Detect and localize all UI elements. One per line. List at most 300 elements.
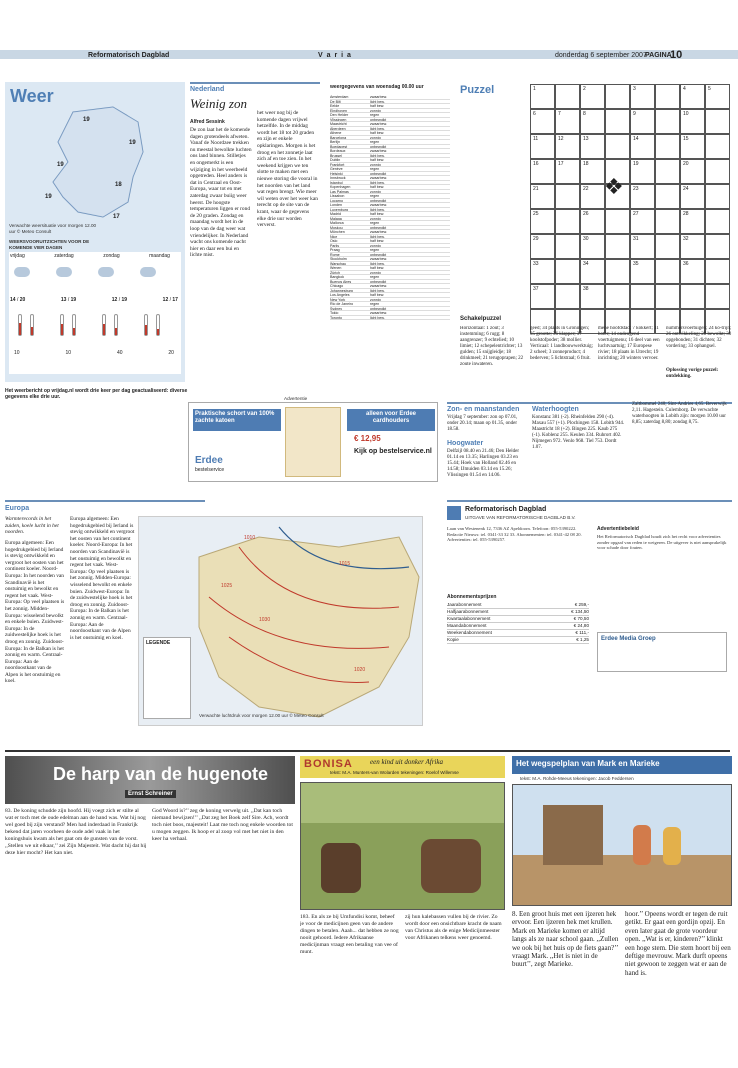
city-name: Athene — [330, 131, 342, 135]
city-name: Zürich — [330, 270, 340, 275]
outlook-title: WEERSVOORUITZICHTEN VOOR DE KOMENDE VIER DAGEN — [9, 239, 90, 250]
city-cond: zonnig — [370, 297, 381, 302]
cell-number: 29 — [533, 236, 539, 242]
day-label: zaterdag — [54, 253, 74, 259]
ad-brand: Erdee — [195, 455, 223, 466]
puzzle-cell[interactable] — [555, 209, 580, 234]
puzzle-cell[interactable] — [655, 109, 680, 134]
city-name: Rome — [330, 252, 340, 257]
isobar-label: 1030 — [259, 617, 271, 623]
city-cond: half bew. — [370, 185, 385, 189]
ad-line3: Kijk op bestelservice.nl — [354, 448, 432, 455]
city-cond: licht bew. — [370, 180, 385, 185]
ad-price: € 12,95 — [354, 434, 381, 443]
city-name: Maastricht — [330, 122, 347, 126]
thermometer-icon — [102, 314, 106, 336]
puzzle-title: Puzzel — [460, 84, 495, 96]
city-cond: half bew. — [370, 131, 385, 135]
min-temp: 14 — [10, 297, 16, 303]
rain-value: 40 — [116, 350, 123, 356]
puzzle-cell[interactable] — [655, 184, 680, 209]
bonisa-figure — [321, 843, 361, 893]
puzzle-cell[interactable] — [530, 159, 555, 184]
puzzle-cell[interactable] — [655, 284, 680, 309]
cell-number: 17 — [558, 161, 564, 167]
min-temp: 12 — [111, 297, 118, 303]
rd-table-row — [447, 630, 589, 637]
city-cond: licht bew. — [370, 153, 385, 158]
wegspel-child-mark — [633, 825, 651, 865]
puzzle-cell[interactable] — [555, 259, 580, 284]
legend-box — [143, 637, 191, 719]
outlook-days — [10, 253, 170, 259]
cell-number: 5 — [708, 86, 711, 92]
city-name: Rio de Janeiro — [330, 302, 354, 306]
puzzle-name: Schakelpuzzel — [460, 316, 502, 322]
europa-intro: Warmterecords in het zuiden, koele lucht in het noorden. — [5, 516, 59, 536]
puzzle-center-icon: ❖ — [604, 174, 624, 199]
city-cond: zonnig — [370, 189, 381, 194]
temps-table — [330, 95, 450, 320]
puzzle-cell[interactable] — [605, 84, 630, 109]
puzzle-cell[interactable] — [630, 259, 655, 284]
thermometer-icon — [114, 314, 118, 336]
cell-number: 23 — [633, 186, 639, 192]
rd-table-title: Abonnementsprijzen — [447, 594, 497, 600]
cell-number: 19 — [633, 161, 639, 167]
apron-image — [285, 407, 341, 477]
city-name: Berlijn — [330, 140, 340, 144]
header-page-number: 10 — [670, 49, 683, 61]
max-temp: 17 — [172, 297, 178, 303]
day-label: maandag — [149, 253, 170, 259]
puzzle-cell[interactable] — [530, 84, 555, 109]
city-name: Oslo — [330, 239, 338, 243]
city-cond: licht bew. — [370, 261, 385, 266]
city-name: Bangkok — [330, 275, 344, 279]
cell-number: 27 — [633, 211, 639, 217]
puzzle-cell[interactable] — [530, 259, 555, 284]
europa-text: Europa algemeen: Een hogedrukgebied bij Ierland is stevig ontwikkeld en vergroot het oosten van het continent koeler. Noord-Europa: In het noorden van Scandinavië is het onstuimig en bewolkt en regent het vaak. West-Europa: Op veel plaatsen is het zonnig. Midden-Europa: wisselend bewolkt en enkele buien. Zuidwest-Europa: In de zuidwestelijke hoek is het droog en zonnig. Zuidoost-Europa: In de Balkan is het zonnig en warm. Centraal-Europa: Aan de noordoostkant van de Alpen is het onstuimig en koel. — [5, 540, 65, 685]
min-temp: 13 — [60, 297, 67, 303]
puzzle-solution: Oplossing vorige puzzel: ontdekking. — [666, 368, 719, 379]
cell-number: 32 — [683, 236, 689, 242]
puzzle-cell[interactable] — [630, 184, 655, 209]
puzzle-cell[interactable] — [605, 109, 630, 134]
serial-title: De harp van de hugenote — [53, 764, 269, 784]
cell-number: 4 — [683, 86, 686, 92]
puzzle-cell[interactable] — [580, 184, 605, 209]
puzzle-cell[interactable] — [605, 134, 630, 159]
cell-number: 11 — [533, 136, 539, 142]
city-name: Los Angeles — [330, 293, 350, 297]
city-name: Madrid — [330, 212, 341, 216]
city-name: Kopenhagen — [330, 185, 351, 189]
cell-number: 24 — [683, 186, 689, 192]
city-name: Frankfort — [330, 162, 345, 167]
cell-number: 14 — [633, 136, 639, 142]
puzzle-cell[interactable] — [580, 109, 605, 134]
city-name: Innsbruck — [330, 176, 346, 180]
puzzle-cell[interactable] — [580, 234, 605, 259]
city-cond: onbewolkt — [370, 252, 387, 257]
wegspel-banner — [512, 756, 732, 774]
puzzle-cell[interactable] — [630, 134, 655, 159]
bonisa-sky — [301, 783, 505, 823]
cell-number: 7 — [558, 111, 561, 117]
puzzle-cell[interactable] — [605, 284, 630, 309]
rd-row-value: € 70,50 — [573, 616, 589, 621]
legend-title: LEGENDE — [146, 640, 171, 646]
puzzle-cell[interactable] — [680, 184, 705, 209]
rd-table-row — [447, 637, 589, 644]
header-date: donderdag 6 september 2007 — [555, 52, 647, 59]
puzzle-cell[interactable] — [630, 109, 655, 134]
puzzle-cell[interactable] — [555, 184, 580, 209]
rd-logo — [447, 506, 461, 520]
puzzle-cell[interactable] — [655, 234, 680, 259]
max-temp: 19 — [121, 297, 128, 303]
cell-number: 21 — [533, 186, 539, 192]
puzzle-cell[interactable] — [680, 84, 705, 109]
serial-author: Ernst Schreiner — [125, 790, 176, 798]
temp-label-2: 19 — [129, 140, 136, 146]
zon-text: Vrijdag 7 september: zon op 07.01, onder 20.14; maan op 01.35, onder 18.58. — [447, 415, 518, 432]
ad-box[interactable] — [188, 396, 438, 482]
nl-kicker: Nederland — [190, 86, 225, 93]
city-name: Aberdeen — [330, 126, 346, 131]
ad-line1: Praktische schort van 100% zachte katoen — [193, 409, 281, 431]
city-name: Toronto — [330, 315, 342, 320]
serial-col2: God Woord is?’’ zeg de koning verwelg uit. ,,Dat kan toch niemand bewijzen!’’ ,,Dat zeg het Boek zelf Sire. Ach, wordt toch niet boos, majesteit! Laat me toch nog enkele woorden tot u mogen zeggen. Ik hoop er al zoop vol met het niet in den keer ha verhaal. — [152, 808, 293, 842]
cell-number: 36 — [683, 261, 689, 267]
cell-number: 8 — [583, 111, 586, 117]
hoog-title: Hoogwater — [447, 440, 484, 447]
city-name: Amsterdam — [330, 95, 349, 99]
city-cond: zonnig — [370, 216, 381, 221]
wat-text: Konstanz 381 (-2). Rheinfelden 290 (-4). Maxau 557 (+1). Plochingen 158. Lobith 944. Maastricht 18 (+2). Bingen 225. Kaub 275 (-1). Koblenz 255. Keulen 334. Ruhrort 402. Nijmegen 972. Venlo 968. Tiel 753. Dordt 1.07. — [532, 415, 625, 450]
nl-col2: het weer nog bij de komende dagen vrijwel hetzelfde. In de middag wordt het 18 tot 20 graden en zijn er enkele opklaringen. Morgen is het droog en het zonnetje laat zich af en toe zien. In het weekend krijgen we ten slotte te maken met een nieuwe storing die vooral in het noorden van het land wat regen brengt. Wie meer wil weten over het weer kan terecht op de site van de krant, waar de gegevens elke drie uur worden ververst. — [257, 110, 318, 229]
cell-number: 15 — [683, 136, 689, 142]
puzzle-cell[interactable] — [680, 259, 705, 284]
puzzle-cell[interactable] — [705, 284, 730, 309]
puzzle-cell[interactable] — [705, 234, 730, 259]
city-cond: licht bew. — [370, 99, 385, 104]
ad-line2: alleen voor Erdee cardhouders — [347, 409, 435, 431]
minmax-day2: 13 / 19 — [60, 297, 77, 303]
city-cond: zonnig — [370, 135, 381, 140]
city-name: Dublin — [330, 158, 341, 162]
puzzle-cell[interactable] — [630, 84, 655, 109]
map-note: Verwachte weersituatie voor morgen 12.00 uur © Meteo Consult — [9, 223, 97, 234]
puzzle-cell[interactable] — [705, 84, 730, 109]
puzzle-cell[interactable] — [705, 159, 730, 184]
puzzle-cell[interactable] — [680, 134, 705, 159]
wegspel-house — [543, 805, 603, 865]
max-temp: 20 — [19, 297, 26, 303]
puzzle-clues-2: geed; 34 plaats in Groningen; 35 grootte; 36 klapper; 37 koolstofpoder; 38 mollier. Verticaal: 1 landbouwwerktuig; 2 scheel; 3 zonneproduct; 4 bederven; 5 lichtstraal; 6 fruit. — [530, 326, 594, 361]
city-name: Parijs — [330, 243, 339, 248]
puzzle-cell[interactable] — [555, 84, 580, 109]
puzzle-cell[interactable] — [655, 134, 680, 159]
city-cond: onbewolkt — [370, 198, 387, 203]
thermometer-icon — [72, 314, 76, 336]
cell-number: 18 — [583, 161, 589, 167]
puzzle-cell[interactable] — [530, 109, 555, 134]
city-name: Buenos Aires — [330, 279, 352, 284]
cell-number: 31 — [633, 236, 639, 242]
city-cond: regen — [370, 221, 380, 225]
colophon — [447, 500, 732, 740]
puzzle-cell[interactable] — [680, 109, 705, 134]
temp-label-4: 18 — [115, 182, 122, 188]
rain-chance — [14, 350, 174, 356]
thermometers — [14, 310, 174, 346]
city-cond: zwaarbew. — [370, 122, 387, 126]
city-name: Sydney — [330, 306, 342, 311]
city-cond: onbewolkt — [370, 306, 387, 311]
minmax-day3: 12 / 19 — [111, 297, 128, 303]
header-newspaper-name: Reformatorisch Dagblad — [88, 52, 170, 59]
puzzle-cell[interactable] — [530, 134, 555, 159]
puzzle-cell[interactable] — [630, 284, 655, 309]
city-name: Luxemburg — [330, 207, 348, 212]
city-cond: licht bew. — [370, 126, 385, 131]
puzzle-cell[interactable] — [555, 134, 580, 159]
header-page-label: PAGINA — [645, 52, 672, 59]
thermometer-icon — [60, 314, 64, 336]
cell-number: 3 — [633, 86, 636, 92]
puzzle-cell[interactable] — [580, 134, 605, 159]
puzzle-cell[interactable] — [555, 159, 580, 184]
city-name: Boedapest — [330, 144, 348, 149]
puzzle-cell[interactable] — [655, 84, 680, 109]
city-name: Nice — [330, 234, 338, 239]
city-name: De Bilt — [330, 99, 341, 104]
puzzle-cell[interactable] — [580, 84, 605, 109]
puzzle-cell[interactable] — [680, 159, 705, 184]
temp-label-1: 19 — [83, 117, 90, 123]
almanac-right-text: Zaltbommel 240; Sint-Andries 4,65. Beverwijk 2,11. Hagestein. Culemborg. De verwachte waterhoogten in Lobith zijn: morgen 10.00 uur 8,85; zaterdag 8,80; zondag 8,75. — [632, 402, 727, 425]
city-cond: half bew. — [370, 104, 385, 108]
wegspel-col1: 8. Een groot huis met een ijzeren hek ervoor. Een ijzeren hek met krullen. Mark en Marieke komen er altijd langs als ze naar school gaan. ,,Zullen we ook bij het huis op de fiets gaan?’’ vraagt Mark. ,,Het is niet in de buurt’’, zegt Marieke. — [512, 910, 619, 969]
puzzle-cell[interactable] — [555, 234, 580, 259]
city-name: Helsinki — [330, 171, 343, 176]
rd-table-row — [447, 609, 589, 616]
city-cond: zonnig — [370, 243, 381, 248]
rd-table-row — [447, 616, 589, 623]
max-temp: 19 — [70, 297, 77, 303]
wegspel-child-marieke — [663, 827, 681, 865]
min-temp: 12 — [162, 297, 169, 303]
minmax-day4: 12 / 17 — [162, 297, 178, 303]
puzzle-cell[interactable] — [530, 209, 555, 234]
cell-number: 16 — [533, 161, 539, 167]
puzzle-cell[interactable] — [580, 159, 605, 184]
city-name: Istanbul — [330, 180, 343, 185]
temp-label-6: 17 — [113, 214, 120, 220]
cell-number: 35 — [633, 261, 639, 267]
puzzle-cell[interactable] — [655, 159, 680, 184]
cell-number: 20 — [683, 161, 689, 167]
thermometer-icon — [18, 314, 22, 336]
bonisa-credit: tekst: M.A. Munters-van Wolarden tekeningen: Roelof Willemse — [330, 770, 459, 775]
europa-rule — [5, 500, 205, 502]
puzzle-cell[interactable] — [605, 209, 630, 234]
city-name: Malaga — [330, 216, 342, 221]
rd-row-label: Maandabonnement — [447, 623, 487, 628]
wegspel-title: Het wegspelplan van Mark en Marieke — [516, 759, 660, 768]
puzzle-cell[interactable] — [705, 209, 730, 234]
rd-table — [447, 602, 589, 644]
strip-rule — [5, 750, 730, 752]
rd-row-value: € 111,- — [575, 630, 589, 635]
city-name: Tokio — [330, 311, 339, 315]
cell-number: 26 — [583, 211, 589, 217]
cell-number: 1 — [533, 86, 536, 92]
city-name: Chicago — [330, 284, 344, 288]
city-cond: regen — [370, 275, 380, 279]
sun-cloud-icons — [14, 263, 174, 291]
city-cond: half bew. — [370, 293, 385, 297]
rain-value: 10 — [65, 350, 72, 356]
temps-row — [330, 316, 450, 321]
city-cond: regen — [370, 302, 380, 306]
cell-number: 25 — [533, 211, 539, 217]
cell-number: 22 — [583, 186, 589, 192]
puzzle-cell[interactable] — [630, 234, 655, 259]
bonisa-col1: 183. En als ze bij Umfundisi komt, beheef je voor de medicijnen geen van de andere dingen te betalen. Aaah... dat hebben ze nog nooit gehoord. Iedere Afrikaanse medicijnman vraagt een betaling van vee of munt. — [300, 914, 399, 955]
header-section: V a r i a — [318, 52, 352, 59]
day-label: vrijdag — [10, 253, 25, 259]
puzzle-cell[interactable] — [580, 284, 605, 309]
city-cond: half bew. — [370, 212, 385, 216]
city-cond: zwaarbew. — [370, 95, 387, 99]
cell-number: 10 — [683, 111, 689, 117]
puzzle-cell[interactable] — [655, 259, 680, 284]
puzzle-cell[interactable] — [680, 234, 705, 259]
bonisa-title: BONISA — [304, 758, 353, 770]
puzzle-cell[interactable] — [605, 234, 630, 259]
city-cond: regen — [370, 140, 380, 144]
city-cond: zwaarbew. — [370, 203, 387, 207]
puzzle-cell[interactable] — [530, 184, 555, 209]
puzzle-cell[interactable] — [705, 109, 730, 134]
puzzle-cell[interactable] — [605, 259, 630, 284]
puzzle-cell[interactable] — [630, 159, 655, 184]
city-cond: half bew. — [370, 158, 385, 162]
city-cond: half bew. — [370, 239, 385, 243]
outlook-minmax — [10, 297, 178, 305]
puzzle-cell[interactable] — [705, 184, 730, 209]
cell-number: 2 — [583, 86, 586, 92]
city-name: Praag — [330, 248, 340, 252]
city-name: Vlissingen — [330, 117, 347, 122]
wat-title: Waterhoogten — [532, 406, 579, 413]
weather-title: Weer — [10, 86, 54, 106]
city-cond: half bew. — [370, 266, 385, 270]
city-cond: zwaarbew. — [370, 230, 387, 234]
media-box — [597, 632, 727, 672]
puzzle-cell[interactable] — [580, 209, 605, 234]
cell-number: 13 — [583, 136, 589, 142]
puzzle-cell[interactable] — [680, 209, 705, 234]
puzzle-cell[interactable] — [580, 259, 605, 284]
serial-col1: 83. De koning schudde zijn hoofd. Hij voegt zich er stilte al wat er toch met de oude edelman aan de hand was. Wat hij nog wel goed bij zijn verstand? Men had inderdaad in Frankrijk bekend dat jaren voorheen de oude adel vaak in het koningshuis kwam als het gaat om de gunsten van de vorst. ,,Stellen we uit elkaar,’’ zei Zijn Majesteit. Wat dacht hij dat hij deze hier mocht? Het kan niet. — [5, 808, 147, 856]
rd-row-value: € 1,25 — [576, 637, 589, 642]
puzzle-cell[interactable] — [705, 134, 730, 159]
city-name: Johannesburg — [330, 288, 353, 293]
city-cond: onbewolkt — [370, 225, 387, 230]
temp-label-3: 19 — [57, 162, 64, 168]
nl-rule — [190, 82, 320, 84]
rd-row-value: € 24,80 — [573, 623, 589, 628]
cell-number: 33 — [533, 261, 539, 267]
puzzle-cell[interactable] — [630, 209, 655, 234]
city-cond: regen — [370, 194, 380, 198]
puzzle-cell[interactable] — [705, 259, 730, 284]
puzzle-cell[interactable] — [555, 284, 580, 309]
rd-row-value: € 259,- — [574, 602, 589, 607]
cell-number: 6 — [533, 111, 536, 117]
bonisa-figure — [421, 839, 481, 893]
nl-title: Weinig zon — [190, 96, 247, 111]
thermometer-icon — [144, 314, 148, 336]
europa-text-2: Europa algemeen: Een hogedrukgebied bij Ierland is stevig ontwikkeld en vergroot het oosten van het continent koeler. Noord-Europa: In het noorden van Scandinavië is het onstuimig en bewolkt en regent het vaak. West-Europa: Op veel plaatsen is het zonnig. Midden-Europa: wisselend bewolkt en enkele buien. Zuidwest-Europa: In de zuidwestelijke hoek is het droog en zonnig. Zuidoost-Europa: In de Balkan is het zonnig en warm. Centraal-Europa: Aan de noordoostkant van de Alpen is het onstuimig en koel. — [70, 516, 135, 641]
bonisa-illustration — [300, 782, 505, 910]
city-name: Genève — [330, 167, 343, 171]
rd-tagline: UITGAVE VAN REFORMATORISCHE DAGBLAD B.V. — [465, 515, 576, 520]
puzzle-cell[interactable] — [530, 284, 555, 309]
city-cond: zonnig — [370, 108, 381, 113]
city-name: Londen — [330, 203, 342, 207]
puzzle-cell[interactable] — [680, 284, 705, 309]
city-name: Lissabon — [330, 194, 345, 198]
minmax-day1: 14 / 20 — [10, 297, 26, 303]
cell-number: 30 — [583, 236, 589, 242]
cloud-icon — [14, 267, 30, 277]
isobar-label: 1015 — [339, 561, 351, 567]
isobar-label: 1025 — [221, 583, 233, 589]
city-name: New York — [330, 297, 346, 302]
ad-brand-sub: bestelservice — [195, 467, 225, 473]
city-name: Eindhoven — [330, 108, 347, 113]
puzzle-cell[interactable] — [655, 209, 680, 234]
city-name: Stockholm — [330, 257, 347, 261]
city-name: Wenen — [330, 266, 342, 270]
cloud-icon — [56, 267, 72, 277]
rd-row-value: € 134,50 — [571, 609, 589, 614]
city-name: Locarno — [330, 198, 343, 203]
city-cond: regen — [370, 113, 380, 117]
cell-number: 34 — [583, 261, 589, 267]
cell-number: 12 — [558, 136, 564, 142]
cell-number: 37 — [533, 286, 539, 292]
city-cond: licht bew. — [370, 315, 385, 320]
wegspel-illustration — [512, 784, 732, 906]
rd-right-text: Het Reformatorisch Dagblad houdt zich het recht voor advertenties zonder opgaaf van reden te weigeren. De uitgever is niet aansprakelijk voor schade door fouten. — [597, 534, 727, 551]
cell-number: 38 — [583, 286, 589, 292]
temp-label-5: 19 — [45, 194, 52, 200]
city-name: Bordeaux — [330, 149, 346, 153]
cell-number: 9 — [633, 111, 636, 117]
europe-map — [138, 516, 423, 726]
europe-map-caption: Verwachte luchtdruk voor morgen 12.00 uur © Meteo Consult — [199, 713, 324, 718]
puzzle-cell[interactable] — [530, 234, 555, 259]
puzzle-cell[interactable] — [555, 109, 580, 134]
bonisa-subtitle: een kind uit donker Afrika — [370, 758, 443, 766]
puzzle-clues-3: mene hoofdstad; 7 kokkert; 11 boter; 14 ondeugend voertuigmenu; 16 deel van een luchtvaartuig; 17 Europese rivier; 18 plaats in Utrecht; 19 inrichting; 20 winters vervoer. — [598, 326, 660, 361]
